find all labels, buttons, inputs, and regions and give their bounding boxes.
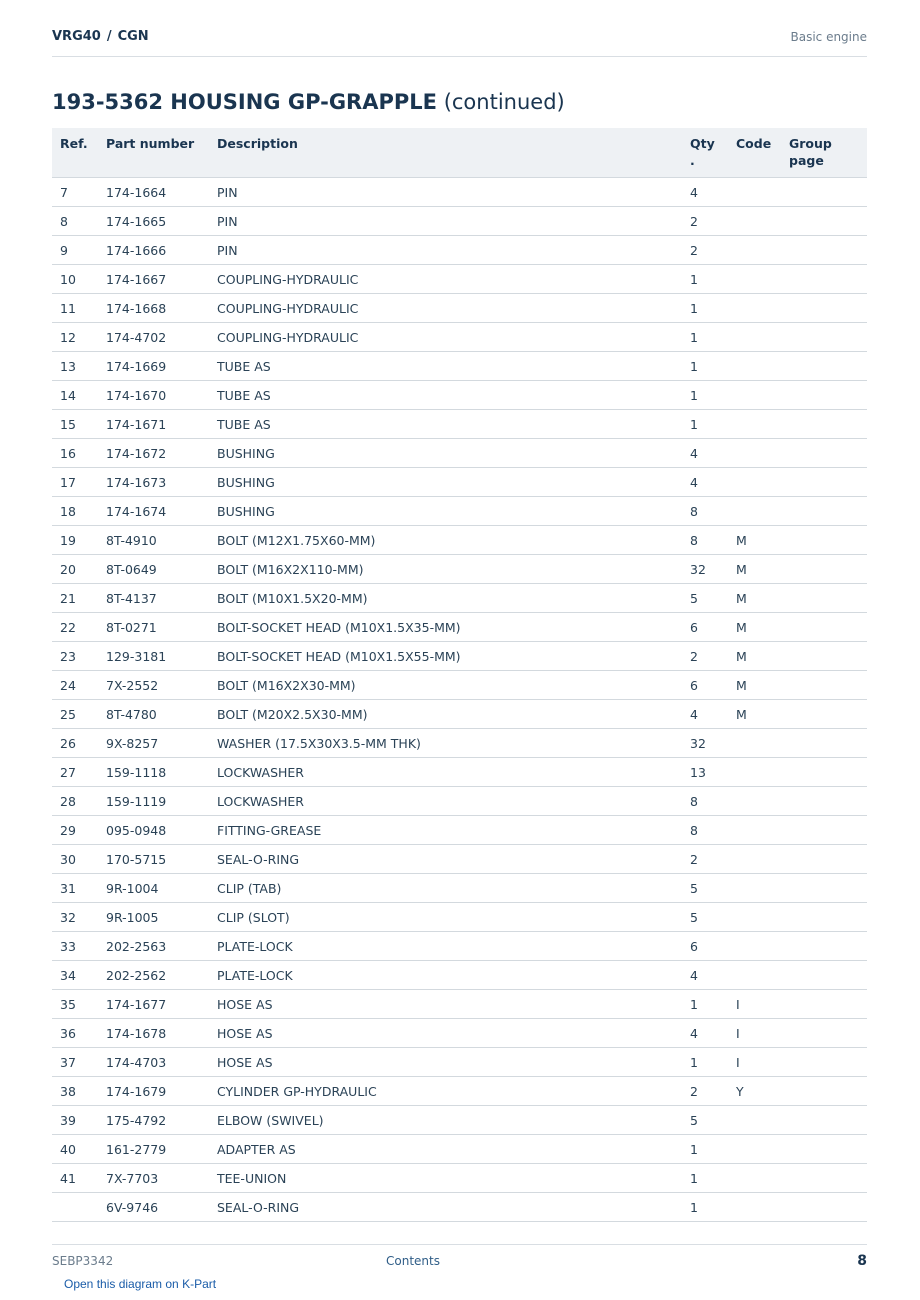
- cell-ref: 34: [52, 961, 98, 990]
- cell-group-page: [781, 1106, 867, 1135]
- cell-description: BOLT-SOCKET HEAD (M10X1.5X55-MM): [209, 642, 682, 671]
- table-row: [52, 932, 867, 961]
- cell-qty: 8: [682, 787, 728, 816]
- col-header-ref: Ref.: [52, 128, 98, 178]
- cell-group-page: [781, 584, 867, 613]
- cell-code: I: [728, 1048, 781, 1077]
- cell-qty: 1: [682, 294, 728, 323]
- cell-group-page: [781, 758, 867, 787]
- cell-code: [728, 178, 781, 207]
- table-row: [52, 236, 867, 265]
- table-row: [52, 352, 867, 381]
- cell-group-page: [781, 1048, 867, 1077]
- cell-qty: 4: [682, 439, 728, 468]
- cell-part-number: 174-1668: [98, 294, 209, 323]
- cell-qty: 4: [682, 1019, 728, 1048]
- cell-description: ADAPTER AS: [209, 1135, 682, 1164]
- cell-qty: 32: [682, 555, 728, 584]
- cell-code: [728, 468, 781, 497]
- cell-code: [728, 961, 781, 990]
- cell-qty: 4: [682, 961, 728, 990]
- cell-description: PIN: [209, 178, 682, 207]
- cell-description: BOLT (M20X2.5X30-MM): [209, 700, 682, 729]
- cell-description: BOLT (M16X2X110-MM): [209, 555, 682, 584]
- cell-ref: 23: [52, 642, 98, 671]
- cell-code: [728, 497, 781, 526]
- cell-part-number: 9R-1005: [98, 903, 209, 932]
- cell-group-page: [781, 555, 867, 584]
- col-header-code: Code: [728, 128, 781, 178]
- cell-group-page: [781, 410, 867, 439]
- table-row: [52, 526, 867, 555]
- cell-qty: 1: [682, 1193, 728, 1222]
- cell-ref: 16: [52, 439, 98, 468]
- cell-part-number: 174-1674: [98, 497, 209, 526]
- cell-description: CLIP (SLOT): [209, 903, 682, 932]
- cell-ref: 22: [52, 613, 98, 642]
- cell-code: I: [728, 990, 781, 1019]
- cell-part-number: 202-2562: [98, 961, 209, 990]
- col-header-part-number: Part number: [98, 128, 209, 178]
- cell-group-page: [781, 236, 867, 265]
- cell-group-page: [781, 787, 867, 816]
- table-row: [52, 1048, 867, 1077]
- table-row: [52, 1019, 867, 1048]
- cell-part-number: 8T-4137: [98, 584, 209, 613]
- cell-description: CLIP (TAB): [209, 874, 682, 903]
- cell-code: M: [728, 642, 781, 671]
- cell-code: [728, 729, 781, 758]
- cell-part-number: 174-1673: [98, 468, 209, 497]
- cell-qty: 1: [682, 1048, 728, 1077]
- cell-code: [728, 874, 781, 903]
- cell-part-number: 174-1664: [98, 178, 209, 207]
- table-row: [52, 990, 867, 1019]
- cell-part-number: 174-1677: [98, 990, 209, 1019]
- cell-part-number: 174-4702: [98, 323, 209, 352]
- cell-code: M: [728, 613, 781, 642]
- cell-ref: 29: [52, 816, 98, 845]
- cell-part-number: 9X-8257: [98, 729, 209, 758]
- table-row: [52, 816, 867, 845]
- table-row: [52, 439, 867, 468]
- cell-group-page: [781, 613, 867, 642]
- table-row: [52, 555, 867, 584]
- cell-code: M: [728, 700, 781, 729]
- breadcrumb-separator: /: [106, 29, 112, 44]
- cell-part-number: 8T-4910: [98, 526, 209, 555]
- table-row: [52, 1135, 867, 1164]
- cell-part-number: 8T-0271: [98, 613, 209, 642]
- cell-description: HOSE AS: [209, 1019, 682, 1048]
- table-row: [52, 294, 867, 323]
- table-row: [52, 381, 867, 410]
- col-header-group-page: Group page: [781, 128, 867, 178]
- cell-ref: 15: [52, 410, 98, 439]
- cell-description: PLATE-LOCK: [209, 932, 682, 961]
- cell-ref: [52, 1193, 98, 1222]
- table-row: [52, 178, 867, 207]
- cell-qty: 1: [682, 410, 728, 439]
- cell-group-page: [781, 323, 867, 352]
- cell-code: [728, 207, 781, 236]
- cell-description: BOLT-SOCKET HEAD (M10X1.5X35-MM): [209, 613, 682, 642]
- cell-group-page: [781, 729, 867, 758]
- cell-part-number: 174-1665: [98, 207, 209, 236]
- cell-part-number: 174-1672: [98, 439, 209, 468]
- cell-part-number: 174-1669: [98, 352, 209, 381]
- cell-part-number: 129-3181: [98, 642, 209, 671]
- cell-code: M: [728, 671, 781, 700]
- page-number: 8: [857, 1253, 867, 1269]
- table-row: [52, 410, 867, 439]
- cell-description: BUSHING: [209, 468, 682, 497]
- cell-part-number: 174-4703: [98, 1048, 209, 1077]
- table-row: [52, 1106, 867, 1135]
- table-header-row: [52, 128, 867, 178]
- cell-description: PIN: [209, 207, 682, 236]
- cell-group-page: [781, 816, 867, 845]
- cell-part-number: 161-2779: [98, 1135, 209, 1164]
- table-row: [52, 729, 867, 758]
- cell-description: FITTING-GREASE: [209, 816, 682, 845]
- cell-description: BOLT (M10X1.5X20-MM): [209, 584, 682, 613]
- cell-ref: 30: [52, 845, 98, 874]
- cell-qty: 5: [682, 903, 728, 932]
- cell-qty: 4: [682, 178, 728, 207]
- cell-ref: 20: [52, 555, 98, 584]
- cell-ref: 24: [52, 671, 98, 700]
- page-title: [52, 90, 565, 114]
- cell-description: COUPLING-HYDRAULIC: [209, 294, 682, 323]
- cell-group-page: [781, 642, 867, 671]
- cell-group-page: [781, 1019, 867, 1048]
- cell-qty: 1: [682, 990, 728, 1019]
- cell-ref: 8: [52, 207, 98, 236]
- table-row: [52, 845, 867, 874]
- cell-qty: 6: [682, 932, 728, 961]
- cell-code: [728, 265, 781, 294]
- cell-qty: 1: [682, 381, 728, 410]
- cell-group-page: [781, 671, 867, 700]
- cell-group-page: [781, 990, 867, 1019]
- cell-part-number: 174-1671: [98, 410, 209, 439]
- cell-qty: 2: [682, 845, 728, 874]
- col-header-description: Description: [209, 128, 682, 178]
- cell-part-number: 174-1678: [98, 1019, 209, 1048]
- title-suffix: (continued): [443, 90, 565, 114]
- cell-ref: 40: [52, 1135, 98, 1164]
- cell-group-page: [781, 1193, 867, 1222]
- table-row: [52, 584, 867, 613]
- parts-table: [52, 128, 867, 1222]
- cell-part-number: 170-5715: [98, 845, 209, 874]
- cell-group-page: [781, 381, 867, 410]
- breadcrumb-model: VRG40: [52, 29, 101, 44]
- cell-qty: 1: [682, 352, 728, 381]
- cell-part-number: 159-1118: [98, 758, 209, 787]
- cell-description: PLATE-LOCK: [209, 961, 682, 990]
- cell-ref: 21: [52, 584, 98, 613]
- cell-qty: 5: [682, 1106, 728, 1135]
- cell-ref: 37: [52, 1048, 98, 1077]
- cell-part-number: 159-1119: [98, 787, 209, 816]
- cell-qty: 2: [682, 642, 728, 671]
- table-row: [52, 497, 867, 526]
- cell-ref: 13: [52, 352, 98, 381]
- cell-description: BOLT (M12X1.75X60-MM): [209, 526, 682, 555]
- cell-code: [728, 787, 781, 816]
- cell-code: [728, 816, 781, 845]
- cell-group-page: [781, 468, 867, 497]
- table-row: [52, 1164, 867, 1193]
- cell-qty: 1: [682, 265, 728, 294]
- cell-description: TUBE AS: [209, 352, 682, 381]
- cell-qty: 2: [682, 207, 728, 236]
- table-row: [52, 961, 867, 990]
- table-row: [52, 874, 867, 903]
- cell-group-page: [781, 265, 867, 294]
- cell-part-number: 6V-9746: [98, 1193, 209, 1222]
- cell-code: [728, 1164, 781, 1193]
- cell-part-number: 175-4792: [98, 1106, 209, 1135]
- cell-description: ELBOW (SWIVEL): [209, 1106, 682, 1135]
- cell-part-number: 8T-4780: [98, 700, 209, 729]
- cell-code: [728, 1106, 781, 1135]
- cell-code: I: [728, 1019, 781, 1048]
- cell-ref: 39: [52, 1106, 98, 1135]
- page-footer: [52, 1244, 867, 1275]
- table-row: [52, 758, 867, 787]
- cell-description: CYLINDER GP-HYDRAULIC: [209, 1077, 682, 1106]
- cell-qty: 4: [682, 468, 728, 497]
- cell-part-number: 174-1667: [98, 265, 209, 294]
- cell-qty: 5: [682, 584, 728, 613]
- contents-link[interactable]: Contents: [386, 1254, 440, 1268]
- cell-qty: 6: [682, 613, 728, 642]
- cell-code: [728, 323, 781, 352]
- cell-code: [728, 932, 781, 961]
- cell-code: Y: [728, 1077, 781, 1106]
- cell-part-number: 7X-2552: [98, 671, 209, 700]
- page-header: [52, 28, 867, 57]
- cell-description: TEE-UNION: [209, 1164, 682, 1193]
- cell-ref: 11: [52, 294, 98, 323]
- table-row: [52, 265, 867, 294]
- table-row: [52, 787, 867, 816]
- cell-ref: 17: [52, 468, 98, 497]
- title-main: 193-5362 HOUSING GP-GRAPPLE: [52, 90, 437, 114]
- cell-qty: 1: [682, 1164, 728, 1193]
- breadcrumb-code: CGN: [117, 29, 149, 44]
- table-row: [52, 642, 867, 671]
- cell-qty: 8: [682, 526, 728, 555]
- cell-qty: 1: [682, 323, 728, 352]
- cell-group-page: [781, 439, 867, 468]
- cell-group-page: [781, 352, 867, 381]
- cell-ref: 41: [52, 1164, 98, 1193]
- cell-ref: 35: [52, 990, 98, 1019]
- cell-code: M: [728, 526, 781, 555]
- cell-qty: 2: [682, 1077, 728, 1106]
- cell-qty: 2: [682, 236, 728, 265]
- cell-code: [728, 381, 781, 410]
- cell-description: SEAL-O-RING: [209, 845, 682, 874]
- cell-description: LOCKWASHER: [209, 758, 682, 787]
- cell-ref: 38: [52, 1077, 98, 1106]
- cell-qty: 1: [682, 1135, 728, 1164]
- cell-group-page: [781, 1077, 867, 1106]
- cell-group-page: [781, 874, 867, 903]
- cell-group-page: [781, 178, 867, 207]
- cell-code: M: [728, 555, 781, 584]
- cell-ref: 9: [52, 236, 98, 265]
- cell-code: [728, 294, 781, 323]
- cell-part-number: 174-1679: [98, 1077, 209, 1106]
- cell-description: LOCKWASHER: [209, 787, 682, 816]
- cell-group-page: [781, 1164, 867, 1193]
- cell-group-page: [781, 1135, 867, 1164]
- cell-code: M: [728, 584, 781, 613]
- table-row: [52, 613, 867, 642]
- cell-group-page: [781, 497, 867, 526]
- cell-description: TUBE AS: [209, 410, 682, 439]
- cell-part-number: 174-1666: [98, 236, 209, 265]
- document-code: SEBP3342: [52, 1254, 114, 1268]
- cell-group-page: [781, 207, 867, 236]
- cell-part-number: 8T-0649: [98, 555, 209, 584]
- table-row: [52, 1193, 867, 1222]
- cell-qty: 13: [682, 758, 728, 787]
- cell-code: [728, 1193, 781, 1222]
- cell-description: BOLT (M16X2X30-MM): [209, 671, 682, 700]
- breadcrumb: [52, 29, 149, 44]
- cell-description: WASHER (17.5X30X3.5-MM THK): [209, 729, 682, 758]
- cell-qty: 8: [682, 497, 728, 526]
- cell-ref: 18: [52, 497, 98, 526]
- cell-group-page: [781, 845, 867, 874]
- section-label: Basic engine: [790, 30, 867, 44]
- cell-group-page: [781, 961, 867, 990]
- cell-part-number: 9R-1004: [98, 874, 209, 903]
- cell-description: HOSE AS: [209, 990, 682, 1019]
- cell-group-page: [781, 294, 867, 323]
- cell-code: [728, 1135, 781, 1164]
- cell-group-page: [781, 903, 867, 932]
- cell-code: [728, 758, 781, 787]
- cell-description: BUSHING: [209, 439, 682, 468]
- cell-part-number: 174-1670: [98, 381, 209, 410]
- cell-description: COUPLING-HYDRAULIC: [209, 323, 682, 352]
- cell-part-number: 202-2563: [98, 932, 209, 961]
- cell-ref: 25: [52, 700, 98, 729]
- col-header-qty: Qty .: [682, 128, 728, 178]
- cell-ref: 27: [52, 758, 98, 787]
- kpart-diagram-link[interactable]: Open this diagram on K-Part: [64, 1277, 217, 1291]
- cell-code: [728, 236, 781, 265]
- table-row: [52, 207, 867, 236]
- cell-description: HOSE AS: [209, 1048, 682, 1077]
- cell-description: TUBE AS: [209, 381, 682, 410]
- cell-description: PIN: [209, 236, 682, 265]
- table-row: [52, 671, 867, 700]
- cell-ref: 19: [52, 526, 98, 555]
- table-row: [52, 1077, 867, 1106]
- cell-group-page: [781, 932, 867, 961]
- cell-ref: 31: [52, 874, 98, 903]
- cell-qty: 4: [682, 700, 728, 729]
- cell-code: [728, 352, 781, 381]
- cell-code: [728, 439, 781, 468]
- cell-ref: 32: [52, 903, 98, 932]
- table-body: [52, 178, 867, 1222]
- cell-ref: 33: [52, 932, 98, 961]
- cell-ref: 10: [52, 265, 98, 294]
- table-row: [52, 323, 867, 352]
- cell-ref: 26: [52, 729, 98, 758]
- cell-description: COUPLING-HYDRAULIC: [209, 265, 682, 294]
- cell-ref: 28: [52, 787, 98, 816]
- table-row: [52, 468, 867, 497]
- cell-qty: 8: [682, 816, 728, 845]
- table-row: [52, 700, 867, 729]
- cell-ref: 36: [52, 1019, 98, 1048]
- cell-ref: 14: [52, 381, 98, 410]
- cell-part-number: 095-0948: [98, 816, 209, 845]
- cell-qty: 6: [682, 671, 728, 700]
- cell-description: SEAL-O-RING: [209, 1193, 682, 1222]
- cell-group-page: [781, 700, 867, 729]
- cell-qty: 5: [682, 874, 728, 903]
- cell-group-page: [781, 526, 867, 555]
- cell-qty: 32: [682, 729, 728, 758]
- cell-ref: 12: [52, 323, 98, 352]
- cell-ref: 7: [52, 178, 98, 207]
- cell-code: [728, 903, 781, 932]
- cell-code: [728, 845, 781, 874]
- cell-part-number: 7X-7703: [98, 1164, 209, 1193]
- cell-code: [728, 410, 781, 439]
- cell-description: BUSHING: [209, 497, 682, 526]
- table-row: [52, 903, 867, 932]
